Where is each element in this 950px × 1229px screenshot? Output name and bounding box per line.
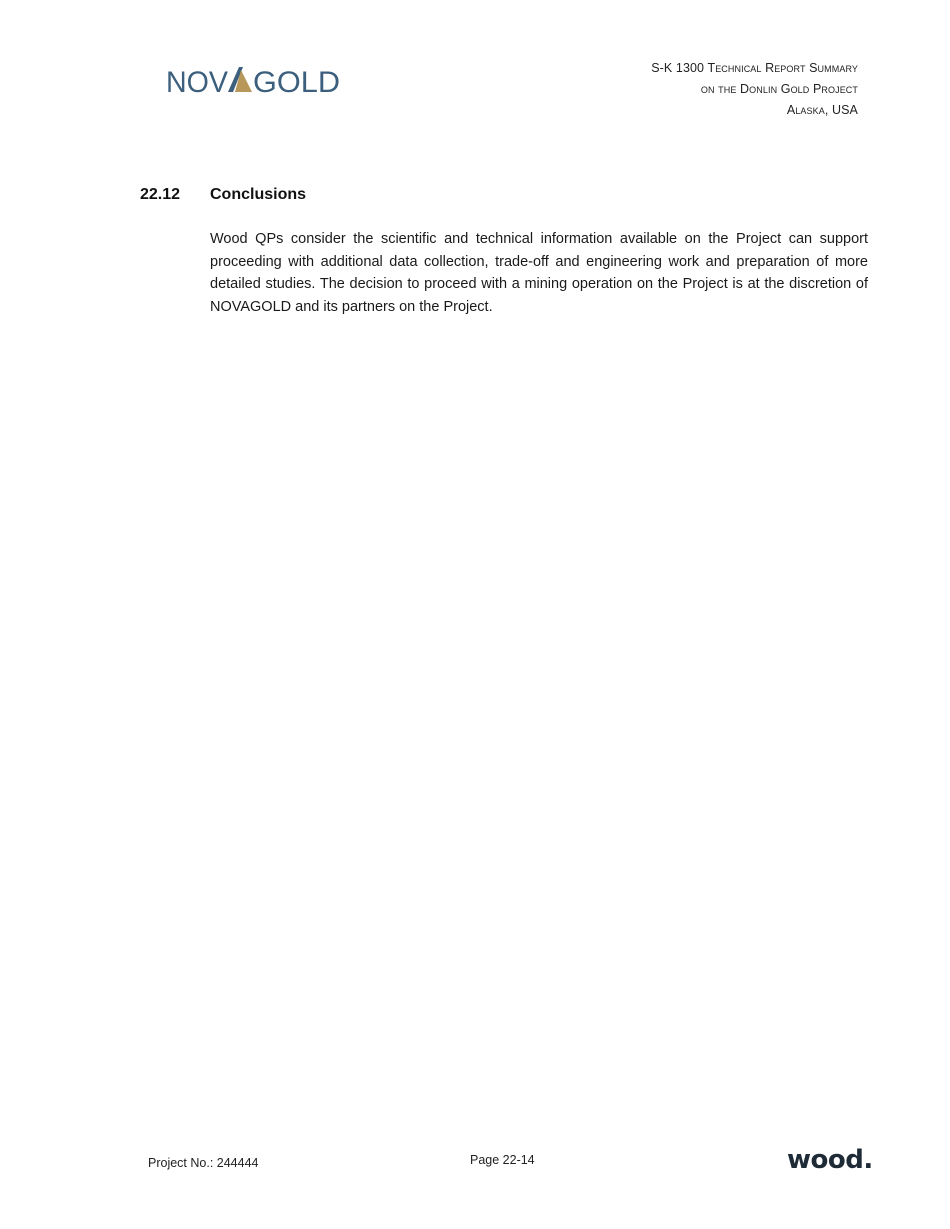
section-title: Conclusions [210, 186, 307, 203]
page-number: Page 22-14 [470, 1153, 535, 1167]
report-title-line-3: Alaska, USA [786, 103, 858, 117]
svg-text:GOLD: GOLD [253, 66, 340, 98]
report-title-line-2: on the Donlin Gold Project [700, 82, 858, 96]
project-number: Project No.: 244444 [148, 1156, 259, 1170]
report-title-block [651, 58, 858, 121]
section-number: 22.12 [140, 186, 181, 203]
report-title-line-1: S-K 1300 Technical Report Summary [651, 61, 858, 75]
svg-text:NOV: NOV [166, 66, 228, 98]
conclusions-paragraph: Wood QPs consider the scientific and technical information available on the Project can support proceeding with additional data collection, trade-off and engineering work and preparation of more detailed studies. The decision to proceed with a mining operation on the Project is at the discretion of NOVAGOLD and its partners on the Project. [210, 231, 868, 316]
novagold-logo [166, 64, 342, 98]
wood-logo: wood. [787, 1145, 873, 1175]
